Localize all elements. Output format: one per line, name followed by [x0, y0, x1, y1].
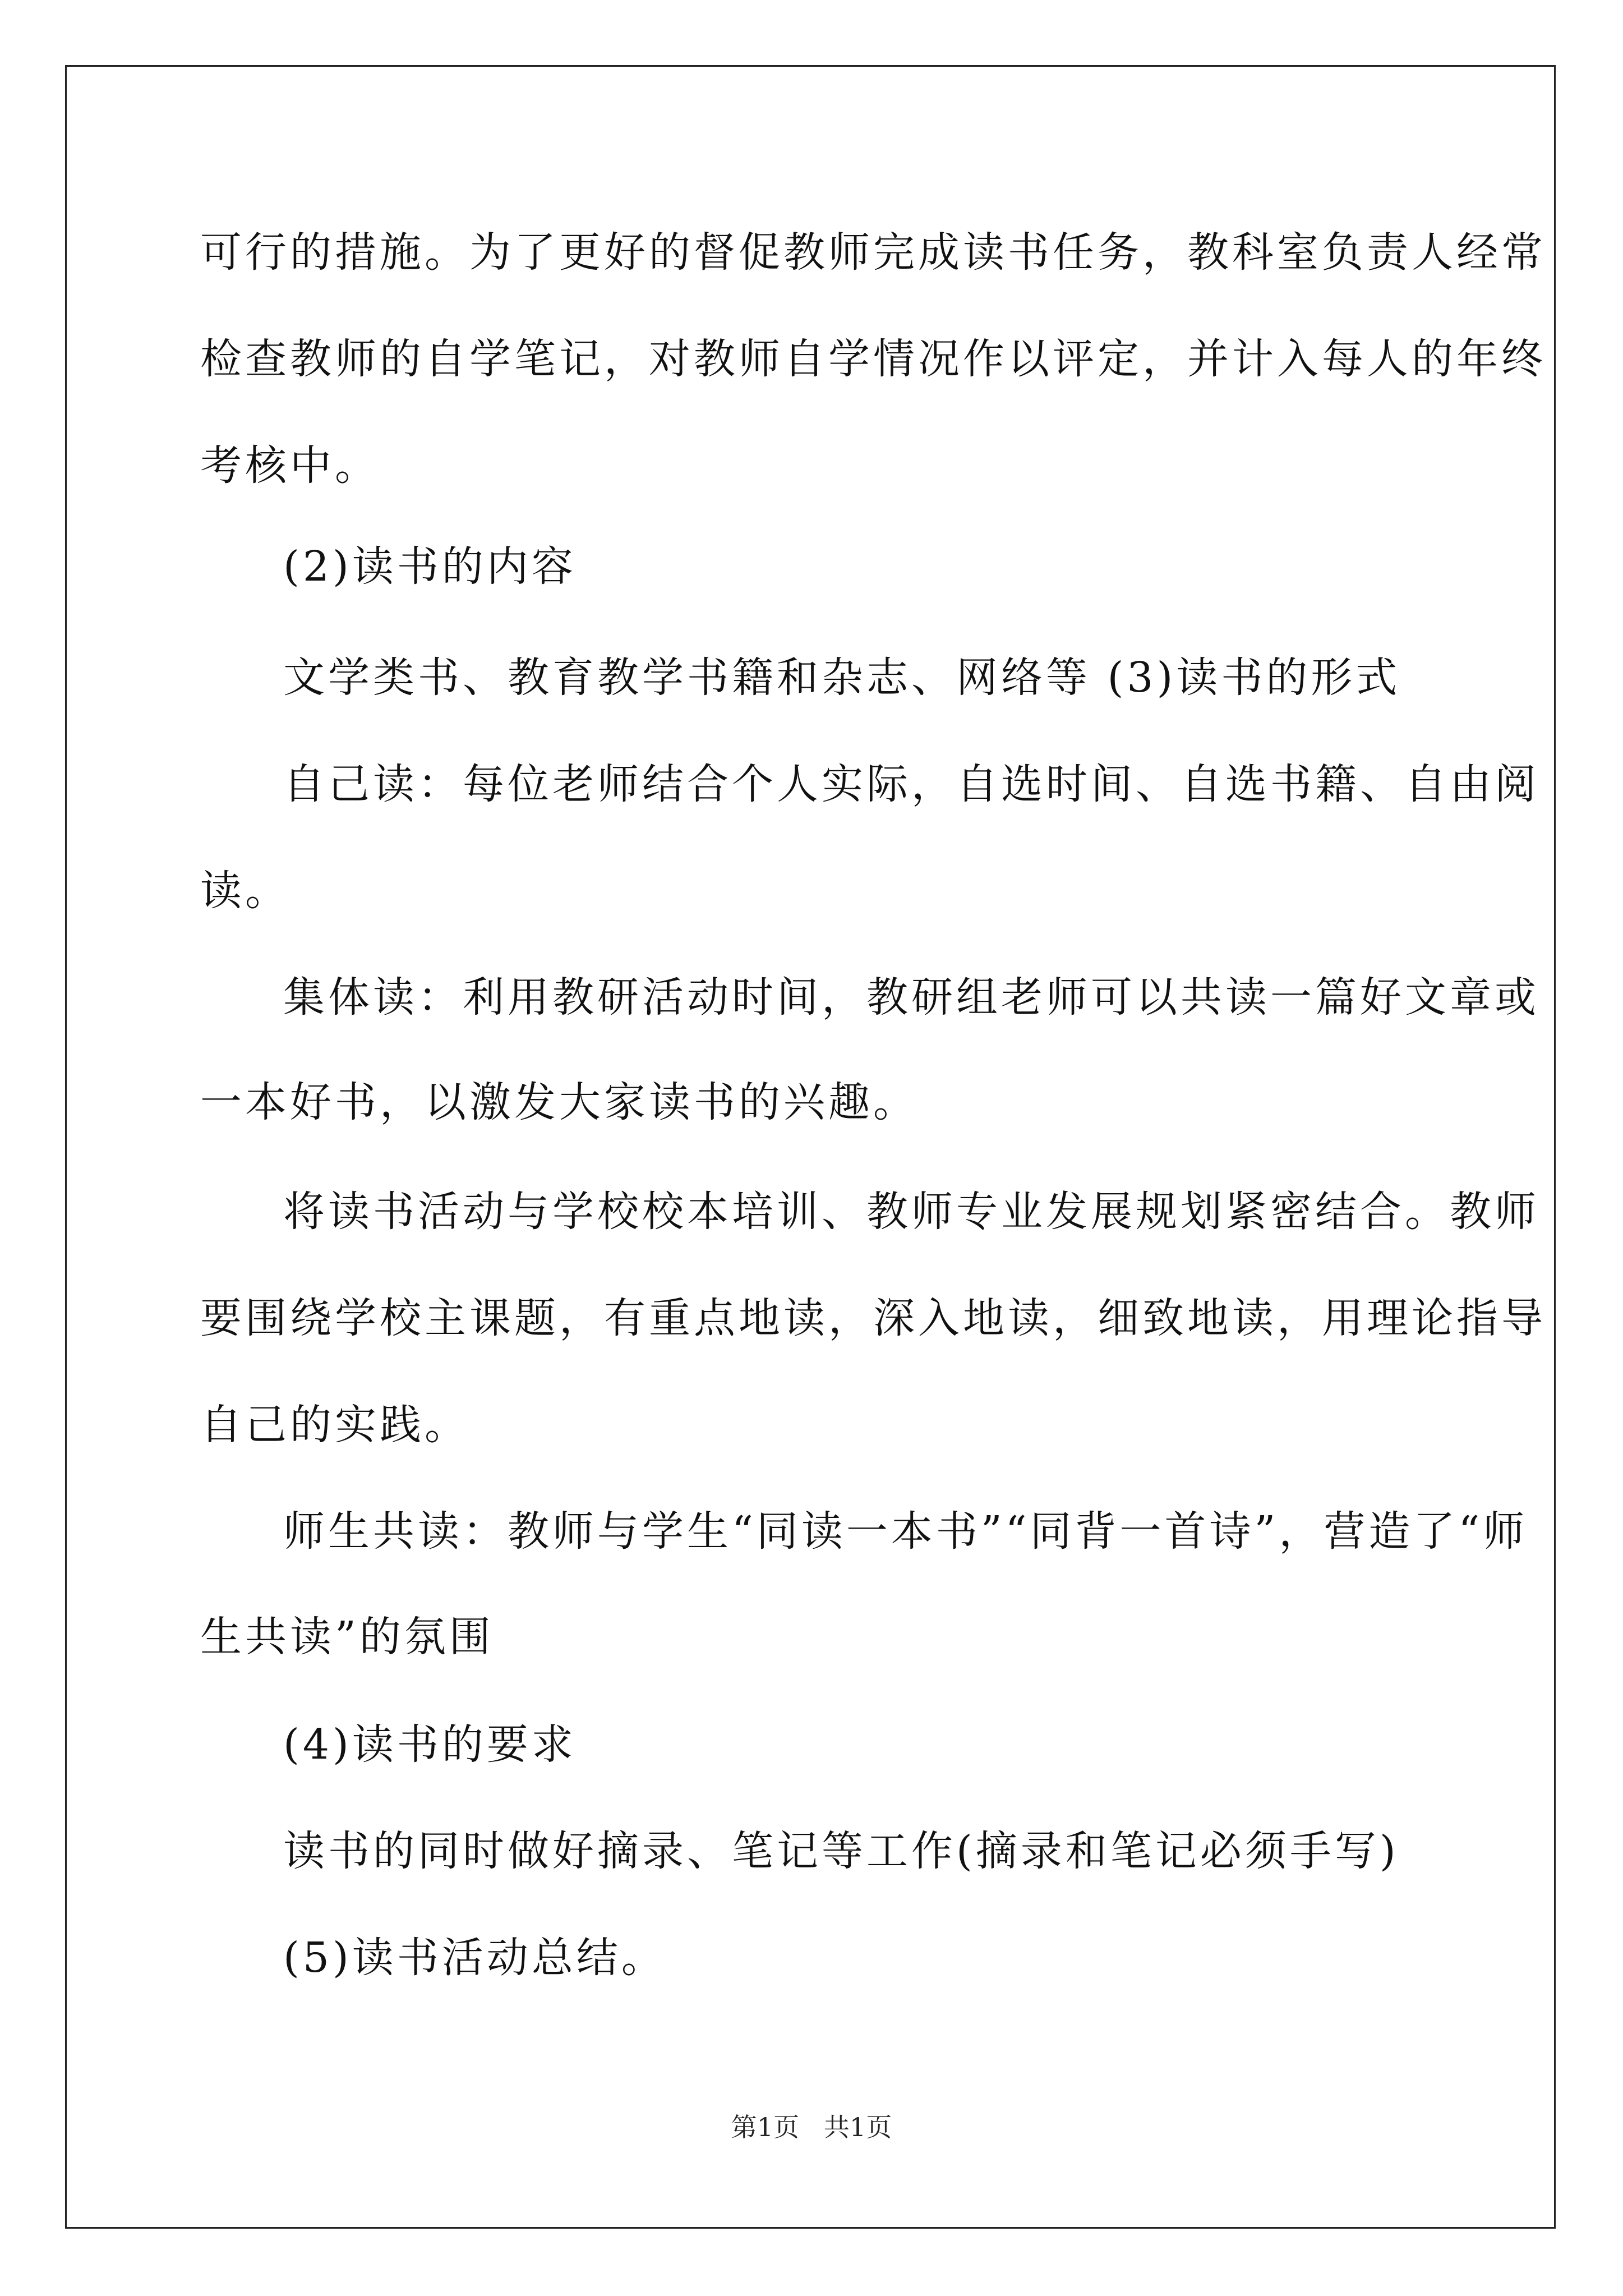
body-text-line: 自己的实践。	[200, 1401, 469, 1449]
body-text-line: 读书的同时做好摘录、笔记等工作(摘录和笔记必须手写)	[283, 1827, 1399, 1875]
body-text-line: 检查教师的自学笔记，对教师自学情况作以评定，并计入每人的年终	[200, 335, 1546, 383]
section-heading: (4)读书的要求	[283, 1720, 577, 1769]
page-border	[65, 65, 1556, 2229]
body-text-line: 师生共读：教师与学生“同读一本书”“同背一首诗”，营造了“师	[283, 1507, 1528, 1556]
body-text-line: 自己读：每位老师结合个人实际，自选时间、自选书籍、自由阅	[283, 760, 1539, 808]
body-text-line: 将读书活动与学校校本培训、教师专业发展规划紧密结合。教师	[283, 1188, 1539, 1236]
body-text-line: 可行的措施。为了更好的督促教师完成读书任务，教科室负责人经常	[200, 228, 1546, 277]
body-text-line: 生共读”的氛围	[200, 1613, 494, 1661]
body-text-line: 集体读：利用教研活动时间，教研组老师可以共读一篇好文章或	[283, 973, 1539, 1022]
page-footer: 第1页 共1页	[731, 2112, 892, 2142]
body-text-line: 要围绕学校主课题，有重点地读，深入地读，细致地读，用理论指导	[200, 1294, 1546, 1342]
body-text-line: 读。	[200, 867, 290, 915]
body-text-line: 一本好书，以激发大家读书的兴趣。	[200, 1078, 918, 1126]
body-text-line: 文学类书、教育教学书籍和杂志、网络等 (3)读书的形式	[283, 654, 1401, 702]
section-heading: (2)读书的内容	[283, 542, 577, 591]
body-text-line: 考核中。	[200, 441, 380, 490]
section-heading: (5)读书活动总结。	[283, 1934, 666, 1982]
